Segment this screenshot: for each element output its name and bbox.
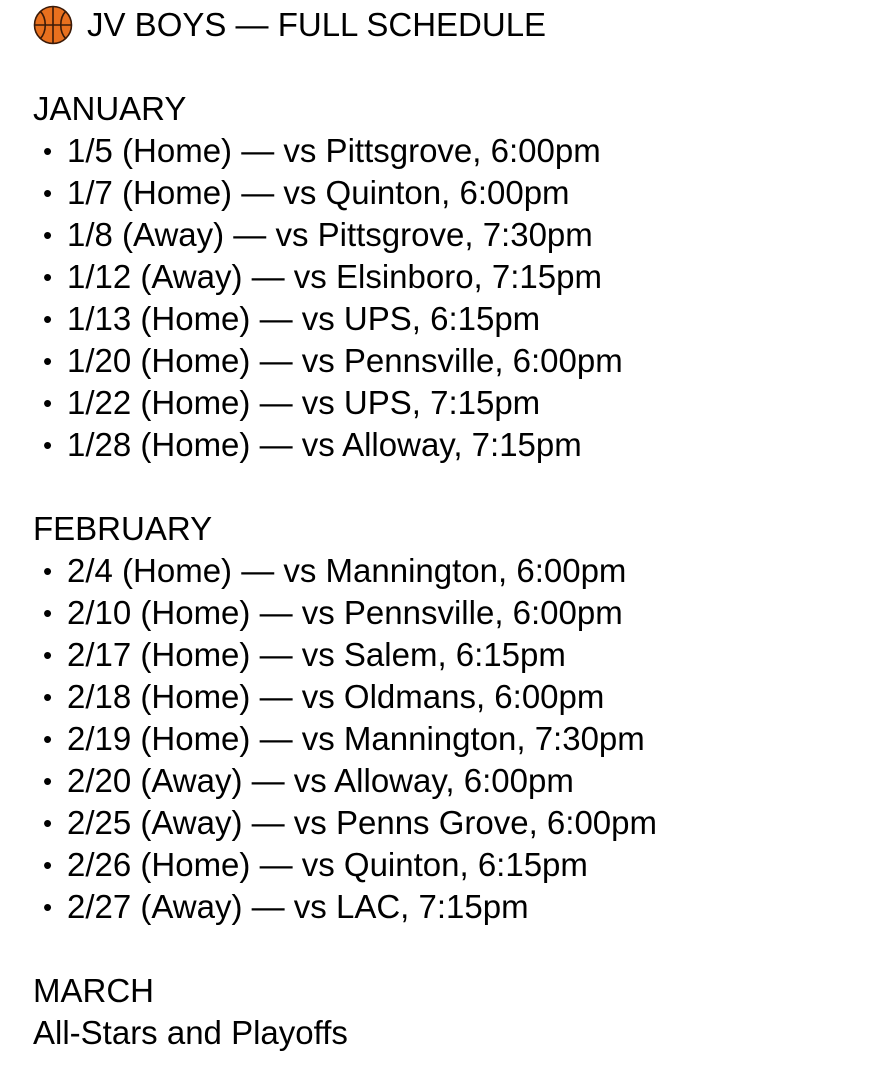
game-item — [33, 298, 883, 340]
game-text: 2/27 (Away) — vs LAC, 7:15pm — [67, 888, 529, 925]
bullet: • — [43, 304, 53, 334]
game-text: 2/25 (Away) — vs Penns Grove, 6:00pm — [67, 804, 657, 841]
bullet: • — [43, 388, 53, 418]
game-item — [33, 424, 883, 466]
game-text: 2/26 (Home) — vs Quinton, 6:15pm — [67, 846, 588, 883]
game-item — [33, 760, 883, 802]
blank-line — [33, 928, 883, 970]
schedule-title — [33, 4, 883, 46]
game-text: 1/13 (Home) — vs UPS, 6:15pm — [67, 300, 541, 337]
bullet: • — [43, 640, 53, 670]
bullet: • — [43, 136, 53, 166]
bullet: • — [43, 262, 53, 292]
game-text: 1/8 (Away) — vs Pittsgrove, 7:30pm — [67, 216, 593, 253]
game-item — [33, 340, 883, 382]
game-item — [33, 592, 883, 634]
game-text: 1/12 (Away) — vs Elsinboro, 7:15pm — [67, 258, 602, 295]
game-item — [33, 718, 883, 760]
title-text: JV BOYS — FULL SCHEDULE — [87, 6, 547, 43]
game-item — [33, 172, 883, 214]
schedule-document — [33, 4, 883, 1054]
bullet: • — [43, 766, 53, 796]
game-text: 1/20 (Home) — vs Pennsville, 6:00pm — [67, 342, 623, 379]
game-item — [33, 256, 883, 298]
bullet: • — [43, 556, 53, 586]
blank-line — [33, 466, 883, 508]
game-text: 2/17 (Home) — vs Salem, 6:15pm — [67, 636, 566, 673]
bullet: • — [43, 346, 53, 376]
game-text: 1/7 (Home) — vs Quinton, 6:00pm — [67, 174, 570, 211]
game-text: 2/4 (Home) — vs Mannington, 6:00pm — [67, 552, 627, 589]
game-item — [33, 676, 883, 718]
bullet: • — [43, 724, 53, 754]
bullet: • — [43, 808, 53, 838]
game-item — [33, 802, 883, 844]
game-text: 2/10 (Home) — vs Pennsville, 6:00pm — [67, 594, 623, 631]
month-heading-january: JANUARY — [33, 90, 187, 127]
game-item — [33, 130, 883, 172]
game-text: 2/19 (Home) — vs Mannington, 7:30pm — [67, 720, 645, 757]
basketball-icon — [33, 5, 73, 45]
bullet: • — [43, 682, 53, 712]
game-text: 1/28 (Home) — vs Alloway, 7:15pm — [67, 426, 582, 463]
blank-line — [33, 46, 883, 88]
game-text: 2/20 (Away) — vs Alloway, 6:00pm — [67, 762, 574, 799]
bullet: • — [43, 430, 53, 460]
game-item — [33, 214, 883, 256]
bullet: • — [43, 850, 53, 880]
game-text: 2/18 (Home) — vs Oldmans, 6:00pm — [67, 678, 605, 715]
month-heading-february: FEBRUARY — [33, 510, 213, 547]
game-item — [33, 886, 883, 928]
month-heading-march: MARCH — [33, 972, 154, 1009]
game-item — [33, 382, 883, 424]
game-item — [33, 844, 883, 886]
game-text: 1/5 (Home) — vs Pittsgrove, 6:00pm — [67, 132, 601, 169]
bullet: • — [43, 178, 53, 208]
bullet: • — [43, 892, 53, 922]
march-note: All-Stars and Playoffs — [33, 1014, 348, 1051]
game-item — [33, 550, 883, 592]
game-text: 1/22 (Home) — vs UPS, 7:15pm — [67, 384, 541, 421]
bullet: • — [43, 220, 53, 250]
bullet: • — [43, 598, 53, 628]
game-item — [33, 634, 883, 676]
